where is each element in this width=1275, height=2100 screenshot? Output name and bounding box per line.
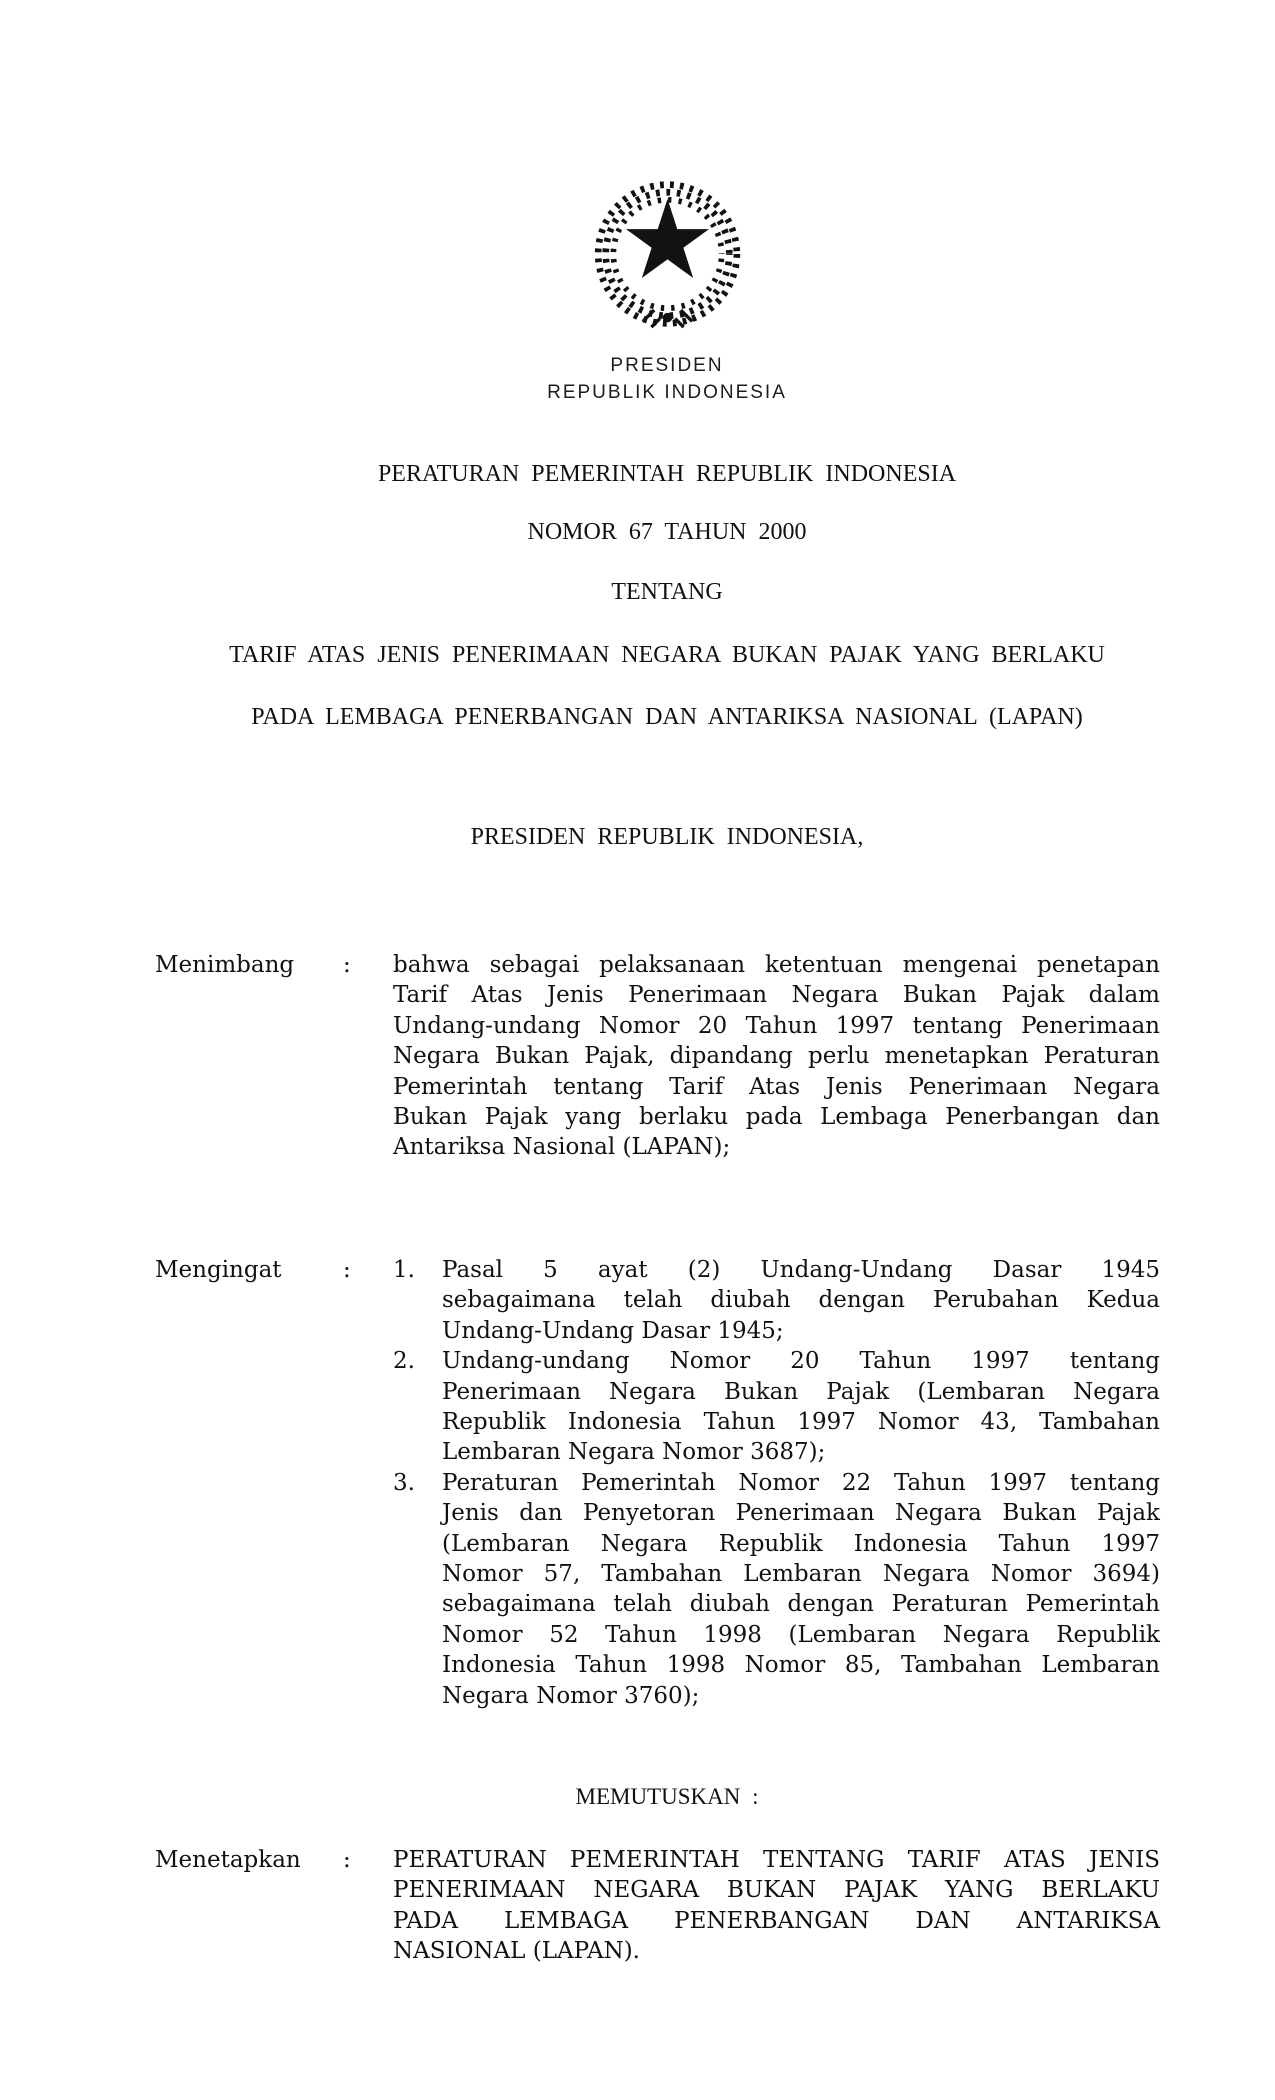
item-line: Indonesia Tahun 1998 Nomor 85, Tambahan Lembaran xyxy=(442,1652,1160,1679)
mengingat-label: Mengingat xyxy=(155,1257,282,1283)
menetapkan-line: NASIONAL (LAPAN). xyxy=(393,1938,640,1965)
menetapkan-colon: : xyxy=(343,1847,351,1873)
mengingat-item xyxy=(393,1468,1160,1711)
menetapkan-line: PERATURAN PEMERINTAH TENTANG TARIF ATAS JENIS xyxy=(393,1847,1160,1873)
menimbang-line: bahwa sebagai pelaksanaan ketentuan mengenai penetapan xyxy=(393,952,1160,978)
item-line: sebagaimana telah diubah dengan Perubahan Kedua xyxy=(442,1287,1160,1314)
menimbang-line: Tarif Atas Jenis Penerimaan Negara Bukan Pajak dalam xyxy=(393,982,1160,1009)
menimbang-label: Menimbang xyxy=(155,952,295,978)
menimbang-line: Undang-undang Nomor 20 Tahun 1997 tentang Penerimaan xyxy=(393,1012,1160,1039)
clause-menimbang xyxy=(155,950,1160,1163)
star-icon xyxy=(626,199,709,278)
item-number: 3. xyxy=(393,1469,415,1496)
item-line: Undang-undang Nomor 20 Tahun 1997 tentang xyxy=(442,1348,1160,1375)
menetapkan-line: PADA LEMBAGA PENERBANGAN DAN ANTARIKSA xyxy=(393,1907,1160,1934)
menimbang-colon: : xyxy=(343,952,351,978)
item-line: Peraturan Pemerintah Nomor 22 Tahun 1997 tentang xyxy=(442,1469,1160,1496)
mengingat-colon: : xyxy=(343,1257,351,1283)
item-number: 2. xyxy=(393,1348,415,1375)
mengingat-body xyxy=(393,1255,1160,1711)
presidential-seal-icon xyxy=(590,178,745,330)
item-line: Pasal 5 ayat (2) Undang-Undang Dasar 1945 xyxy=(442,1257,1160,1283)
item-line: Republik Indonesia Tahun 1997 Nomor 43, Tambahan xyxy=(442,1409,1160,1436)
menimbang-line: Bukan Pajak yang berlaku pada Lembaga Penerbangan dan xyxy=(393,1104,1160,1131)
letterhead xyxy=(367,352,967,406)
menimbang-line: Negara Bukan Pajak, dipandang perlu menetapkan Peraturan xyxy=(393,1043,1160,1070)
item-line: Jenis dan Penyetoran Penerimaan Negara Bukan Pajak xyxy=(442,1500,1160,1527)
menetapkan-body xyxy=(393,1845,1160,1967)
title-nomor: NOMOR 67 TAHUN 2000 xyxy=(527,519,807,545)
item-line: Nomor 52 Tahun 1998 (Lembaran Negara Republik xyxy=(442,1621,1160,1648)
menimbang-line: Pemerintah tentang Tarif Atas Jenis Penerimaan Negara xyxy=(393,1073,1160,1100)
item-lines xyxy=(442,1346,1160,1468)
item-line: Lembaran Negara Nomor 3687); xyxy=(442,1439,826,1466)
title-subject-line1: TARIF ATAS JENIS PENERIMAAN NEGARA BUKAN PAJAK YANG BERLAKU xyxy=(229,642,1105,668)
item-number: 1. xyxy=(393,1257,415,1283)
memutuskan-heading: MEMUTUSKAN : xyxy=(575,1784,759,1809)
item-line: Nomor 57, Tambahan Lembaran Negara Nomor 3694) xyxy=(442,1561,1160,1588)
item-lines xyxy=(442,1468,1160,1711)
letterhead-republik-indonesia: REPUBLIK INDONESIA xyxy=(547,382,787,403)
item-line: sebagaimana telah diubah dengan Peraturan Pemerintah xyxy=(442,1591,1160,1618)
title-subject-line2: PADA LEMBAGA PENERBANGAN DAN ANTARIKSA NASIONAL (LAPAN) xyxy=(251,704,1083,730)
menetapkan-line: PENERIMAAN NEGARA BUKAN PAJAK YANG BERLAKU xyxy=(393,1877,1160,1904)
title-tentang: TENTANG xyxy=(611,579,723,605)
clause-mengingat xyxy=(155,1255,1160,1711)
mengingat-item xyxy=(393,1346,1160,1468)
item-lines xyxy=(442,1255,1160,1346)
menetapkan-label: Menetapkan xyxy=(155,1847,301,1873)
item-line: (Lembaran Negara Republik Indonesia Tahun 1997 xyxy=(442,1530,1160,1557)
menimbang-body xyxy=(393,950,1160,1163)
item-line: Penerimaan Negara Bukan Pajak (Lembaran Negara xyxy=(442,1378,1160,1405)
clause-menetapkan xyxy=(155,1845,1160,1967)
item-line: Undang-Undang Dasar 1945; xyxy=(442,1317,784,1344)
letterhead-presiden: PRESIDEN xyxy=(610,355,724,376)
salutation-line: PRESIDEN REPUBLIK INDONESIA, xyxy=(470,824,864,850)
item-line: Negara Nomor 3760); xyxy=(442,1682,700,1709)
menimbang-line: Antariksa Nasional (LAPAN); xyxy=(393,1134,731,1161)
title-peraturan: PERATURAN PEMERINTAH REPUBLIK INDONESIA xyxy=(377,461,957,487)
mengingat-item xyxy=(393,1255,1160,1346)
